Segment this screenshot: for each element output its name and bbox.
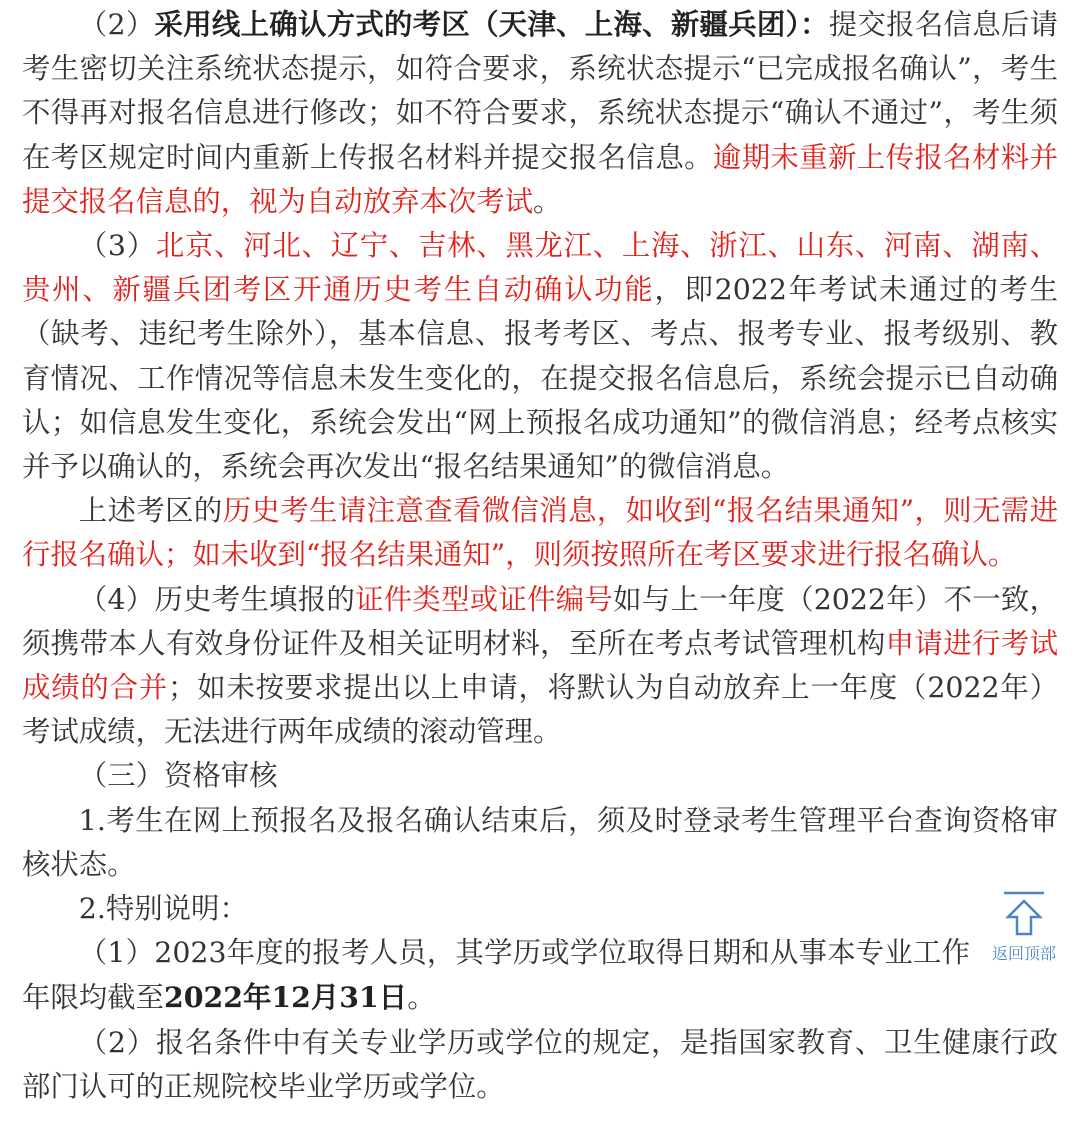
- paragraph: [22, 799, 1058, 887]
- text-segment: 提交报名信息后请考生密切关注系统状态提示，如符合要求，系统状态提示“已完成报名确认”，考生不得再对报名信息进行修改；如不符合要求，系统状态提示“确认不通过”，考生须在考区规定时间内重新上传报名材料并提交报名信息。: [22, 8, 1058, 174]
- bold-text: 采用线上确认方式的考区（天津、上海、新疆兵团）：: [154, 7, 829, 41]
- document-body: [22, 2, 1058, 1109]
- text-segment: 。: [533, 184, 562, 218]
- paragraph: [22, 931, 1058, 1020]
- back-to-top-button[interactable]: [982, 891, 1066, 964]
- text-segment: 1.考生在网上预报名及报名确认结束后，须及时登录考生管理平台查询资格审核状态。: [22, 803, 1058, 881]
- paragraph: [22, 1021, 1058, 1109]
- text-segment: （1）2023年度的报考人员，其学历或学位取得日期和从事本专业工作年限均截至: [22, 936, 970, 1015]
- paragraph: [22, 754, 1058, 798]
- text-segment: ，即2022年考试未通过的考生（缺考、违纪考生除外），基本信息、报考考区、考点、报考专业、报考级别、教育情况、工作情况等信息未发生变化的，在提交报名信息后，系统会提示已自动确认；如信息发生变化，系统会发出“网上预报名成功通知”的微信消息；经考点核实并予以确认的，系统会再次发出“报名结果通知”的微信消息。: [22, 273, 1058, 484]
- text-segment: （2）: [78, 8, 155, 41]
- paragraph: [22, 2, 1058, 224]
- text-segment: （2）报名条件中有关专业学历或学位的规定，是指国家教育、卫生健康行政部门认可的正规院校毕业学历或学位。: [22, 1025, 1058, 1103]
- paragraph: [22, 578, 1058, 755]
- text-segment: 。: [407, 981, 436, 1015]
- paragraph: [22, 489, 1058, 577]
- text-segment: 如与上一年度（2022年）不一致，须携带本人有效身份证件及相关证明材料，至所在考点考试管理机构: [22, 582, 1058, 660]
- text-segment: （三）资格审核: [78, 759, 278, 793]
- highlighted-text: 历史考生请注意查看微信消息，如收到“报名结果通知”，则无需进行报名确认；如未收到“报名结果通知”，则须按照所在考区要求进行报名确认。: [22, 494, 1058, 572]
- arrow-up-icon: [1002, 891, 1046, 937]
- bold-text: 2022年12月31日: [163, 980, 408, 1015]
- paragraph: [22, 224, 1058, 489]
- highlighted-text: 证件类型或证件编号: [355, 582, 614, 616]
- highlighted-text: 逾期未重新上传报名材料并提交报名信息的，视为自动放弃本次考试: [22, 140, 1058, 218]
- text-segment: ；如未按要求提出以上申请，将默认为自动放弃上一年度（2022年）考试成绩，无法进行两年成绩的滚动管理。: [22, 671, 1058, 749]
- highlighted-text: 申请进行考试成绩的合并: [22, 626, 1058, 705]
- highlighted-text: 北京、河北、辽宁、吉林、黑龙江、上海、浙江、山东、河南、湖南、贵州、新疆兵团考区开通历史考生自动确认功能: [22, 229, 1058, 307]
- paragraph: [22, 887, 1058, 964]
- text-segment: （3）: [78, 229, 156, 263]
- back-to-top-label: 返回顶部: [991, 944, 1056, 964]
- text-segment: 2.特别说明：: [78, 892, 248, 926]
- text-segment: （4）历史考生填报的: [78, 582, 356, 616]
- text-segment: 上述考区的: [78, 494, 223, 528]
